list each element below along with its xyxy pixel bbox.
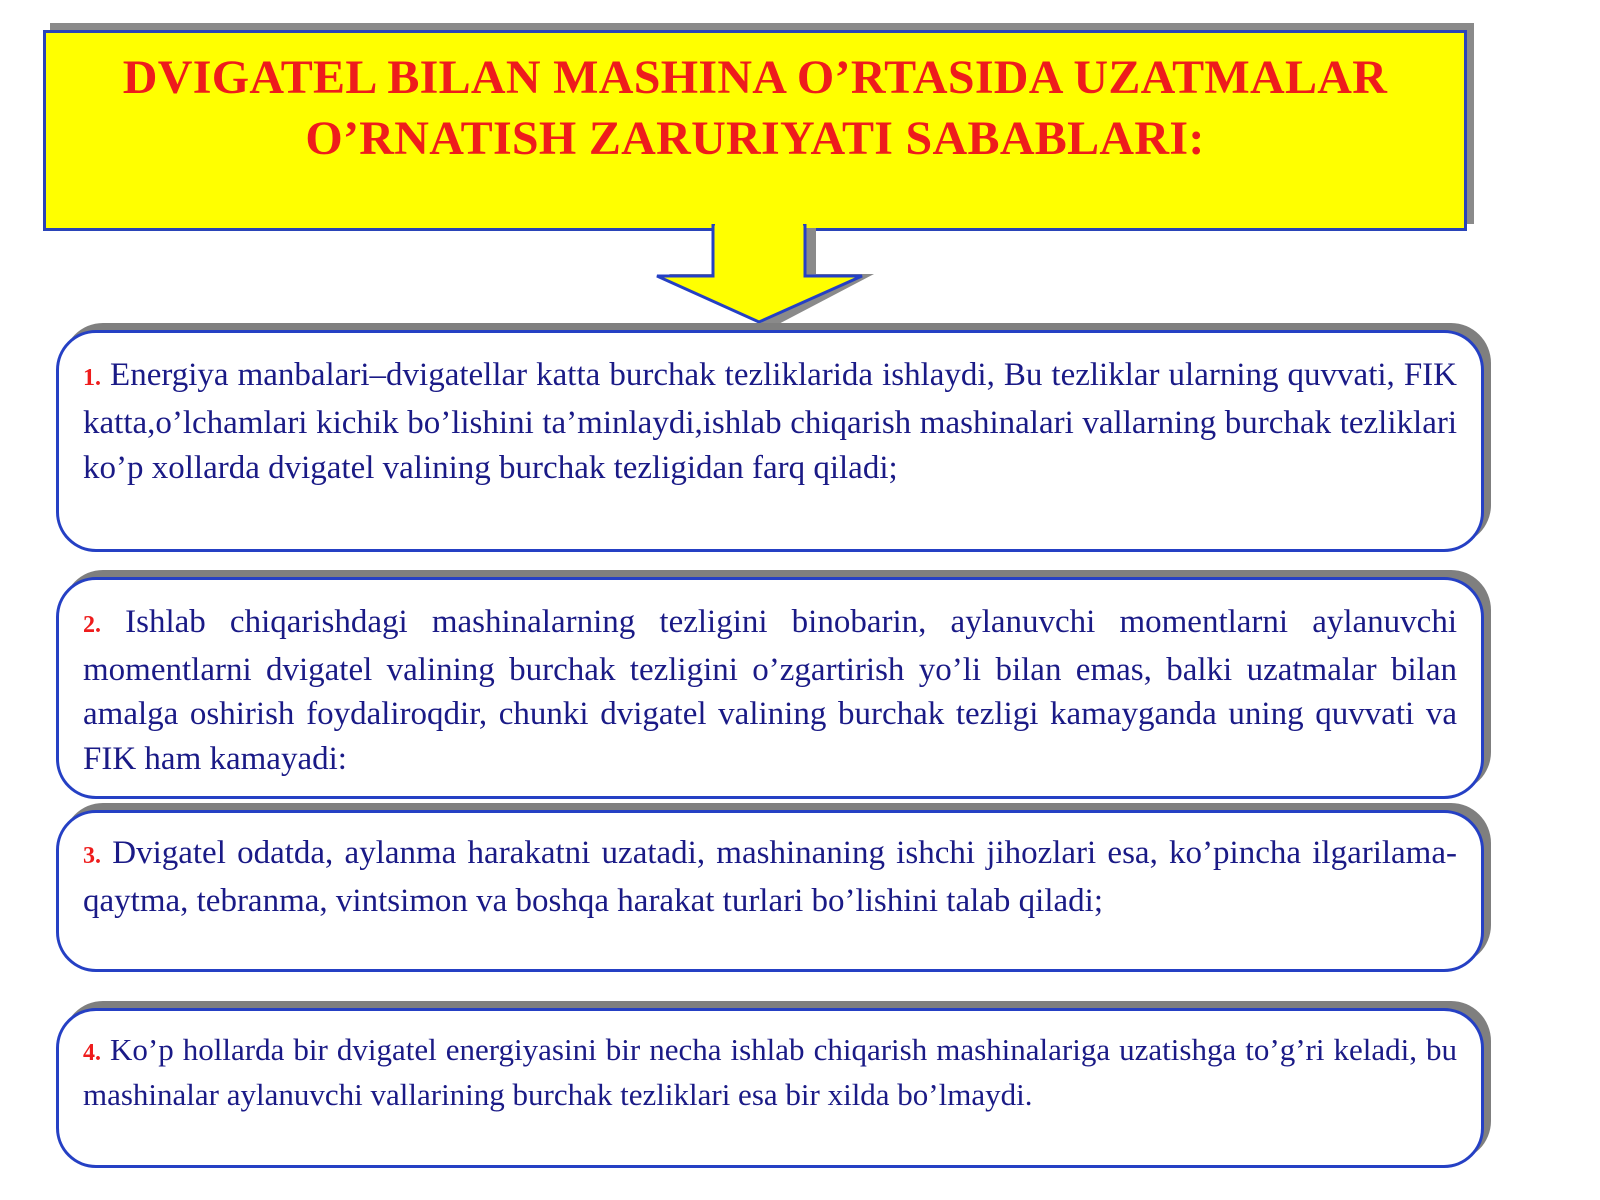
reason-text-3 bbox=[83, 831, 1457, 924]
reason-text-1 bbox=[83, 353, 1457, 491]
title-line-1: DVIGATEL BILAN MASHINA O’RTASIDA UZATMALAR bbox=[122, 51, 1388, 104]
reason-box-4 bbox=[56, 1008, 1484, 1168]
page-title bbox=[46, 47, 1464, 169]
reason-box-3 bbox=[56, 810, 1484, 972]
reason-body-2: Ishlab chiqarishdagi mashinalarning tezligini binobarin, aylanuvchi momentlarni aylanuvchi momentlarni dvigatel valining burchak tezligini o’zgartirish yo’li bilan emas, balki uzatmalar bilan amalga oshirish foydaliroqdir, chunki dvigatel valining burchak tezligi kamayganda uning quvvati va FIK ham kamayadi: bbox=[83, 604, 1457, 777]
reason-box-2 bbox=[56, 577, 1484, 799]
reason-body-1: Energiya manbalari–dvigatellar katta burchak tezliklarida ishlaydi, Bu tezliklar ularning quvvati, FIK katta,o’lchamlari kichik bo’lishini ta’minlaydi,ishlab chiqarish mashinalari vallarning burchak tezliklari ko’p xollarda dvigatel valining burchak tezligidan farq qiladi; bbox=[83, 357, 1457, 486]
title-line-2: O’RNATISH ZARURIYATI SABABLARI: bbox=[305, 112, 1205, 165]
title-box bbox=[43, 30, 1467, 231]
reason-text-2 bbox=[83, 600, 1457, 781]
reason-body-3: Dvigatel odatda, aylanma harakatni uzatadi, mashinaning ishchi jihozlari esa, ko’pincha ilgarilama-qaytma, tebranma, vintsimon va boshqa harakat turlari bo’lishini talab qiladi; bbox=[83, 835, 1457, 919]
reason-number-1: 1. bbox=[83, 365, 101, 391]
reason-number-2: 2. bbox=[83, 612, 101, 638]
reason-text-4 bbox=[83, 1029, 1457, 1116]
down-arrow-icon bbox=[655, 224, 875, 324]
reason-number-4: 4. bbox=[83, 1040, 101, 1066]
reason-number-3: 3. bbox=[83, 843, 101, 869]
reason-box-1 bbox=[56, 330, 1484, 552]
reason-body-4: Ko’p hollarda bir dvigatel energiyasini bir necha ishlab chiqarish mashinalariga uzatishga to’g’ri keladi, bu mashinalar aylanuvchi vallarining burchak tezliklari esa bir xilda bo’lmaydi. bbox=[83, 1032, 1458, 1112]
